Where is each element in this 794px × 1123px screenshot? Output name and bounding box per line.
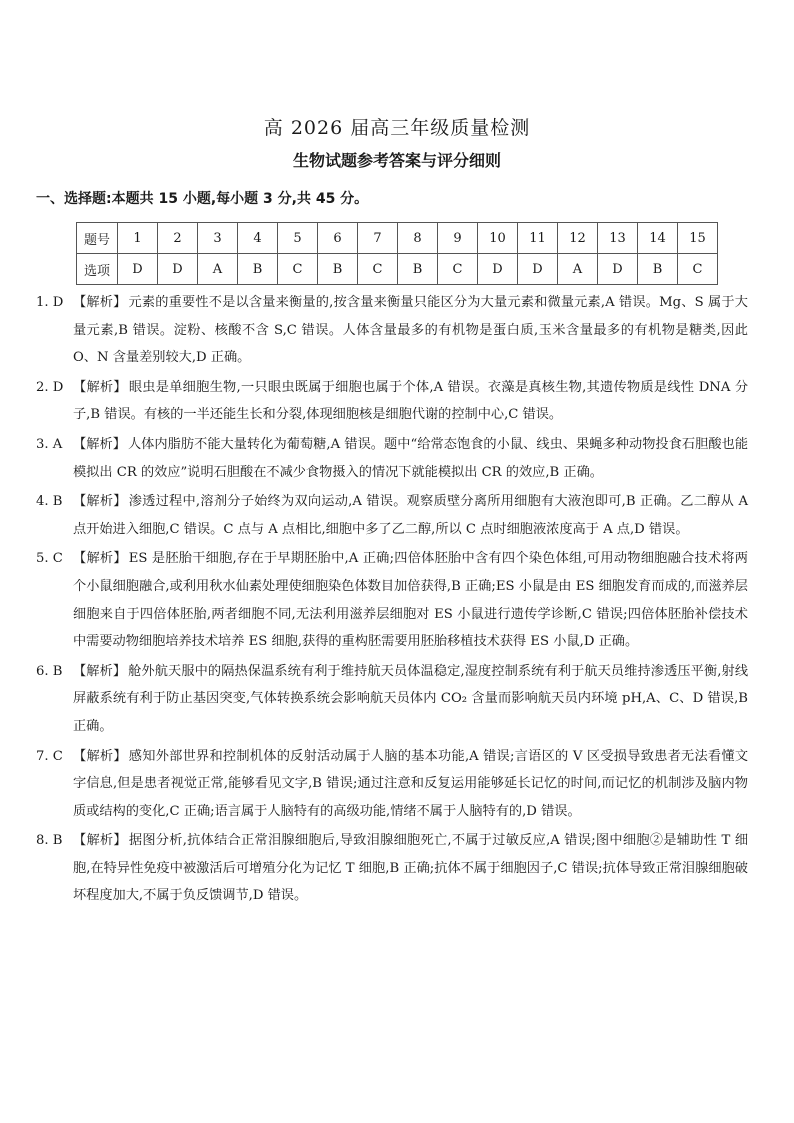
- answer-option: C: [678, 254, 718, 285]
- explanation-item: [36, 827, 748, 910]
- question-number: 8: [398, 223, 438, 254]
- explanation-text: 感知外部世界和控制机体的反射活动属于人脑的基本功能,A 错误;言语区的 V 区受损导致患者无法看懂文字信息,但是患者视觉正常,能够看见文字,B 错误;通过注意和反复运用能够延长记忆的时间,而记忆的机制涉及脑内物质或结构的变化,C 正确;语言属于人脑特有的高级功能,情绪不属于人脑特有的,D 错误。: [73, 748, 749, 819]
- analysis-tag: 【解析】: [73, 436, 126, 452]
- explanation-item: [36, 488, 748, 543]
- answer-table: [76, 222, 718, 285]
- answer-option: D: [158, 254, 198, 285]
- explanation-number: 5. C: [36, 551, 63, 567]
- explanation-number: 8. B: [36, 833, 63, 849]
- answer-option: B: [238, 254, 278, 285]
- explanation-item: [36, 545, 748, 655]
- answer-option: D: [598, 254, 638, 285]
- question-number: 2: [158, 223, 198, 254]
- question-number: 3: [198, 223, 238, 254]
- question-number: 15: [678, 223, 718, 254]
- explanation-body: [73, 488, 748, 543]
- answer-option: D: [518, 254, 558, 285]
- explanation-item: [36, 743, 748, 826]
- explanations-list: [36, 289, 748, 910]
- explanation-item: [36, 658, 748, 741]
- answer-option: B: [318, 254, 358, 285]
- analysis-tag: 【解析】: [73, 379, 127, 395]
- question-number: 13: [598, 223, 638, 254]
- question-number: 10: [478, 223, 518, 254]
- answer-option: C: [278, 254, 318, 285]
- explanation-text: 眼虫是单细胞生物,一只眼虫既属于细胞也属于个体,A 错误。衣藻是真核生物,其遗传物质是线性 DNA 分子,B 错误。有核的一半还能生长和分裂,体现细胞核是细胞代谢的控制中心,C 错误。: [73, 379, 749, 423]
- answer-option: B: [638, 254, 678, 285]
- question-number: 6: [318, 223, 358, 254]
- explanation-item: [36, 374, 748, 429]
- question-number: 14: [638, 223, 678, 254]
- explanation-text: 据图分析,抗体结合正常泪腺细胞后,导致泪腺细胞死亡,不属于过敏反应,A 错误;图中细胞②是辅助性 T 细胞,在特异性免疫中被激活后可增殖分化为记忆 T 细胞,B 正确;抗体不属于细胞因子,C 错误;抗体导致正常泪腺细胞破坏程度加大,不属于负反馈调节,D 错误。: [73, 833, 749, 904]
- analysis-tag: 【解析】: [73, 295, 127, 310]
- question-number: 5: [278, 223, 318, 254]
- explanation-number: 4. B: [36, 494, 63, 510]
- analysis-tag: 【解析】: [73, 833, 127, 849]
- question-number: 7: [358, 223, 398, 254]
- question-number: 9: [438, 223, 478, 254]
- analysis-tag: 【解析】: [73, 663, 127, 679]
- answer-option: A: [198, 254, 238, 285]
- explanation-text: 渗透过程中,溶剂分子始终为双向运动,A 错误。观察质壁分离所用细胞有大液泡即可,B 正确。乙二醇从 A 点开始进入细胞,C 错误。C 点与 A 点相比,细胞中多了乙二醇,所以 C 点时细胞液浓度高于 A 点,D 错误。: [73, 494, 748, 537]
- section-heading: 一、选择题:本题共 15 小题,每小题 3 分,共 45 分。: [36, 191, 369, 207]
- explanation-body: [73, 374, 748, 429]
- explanation-number: 1. D: [36, 295, 64, 310]
- page-subtitle: 生物试题参考答案与评分细则: [292, 151, 501, 170]
- question-number-row: [77, 223, 718, 254]
- question-number: 11: [518, 223, 558, 254]
- question-number: 1: [118, 223, 158, 254]
- answer-option: D: [478, 254, 518, 285]
- explanation-body: [73, 431, 748, 486]
- explanation-body: [73, 658, 748, 741]
- explanation-number: 2. D: [36, 379, 64, 395]
- page-title: 高 2026 届高三年级质量检测: [263, 117, 531, 139]
- answer-option: D: [118, 254, 158, 285]
- explanation-text: 元素的重要性不是以含量来衡量的,按含量来衡量只能区分为大量元素和微量元素,A 错误。Mg、S 属于大量元素,B 错误。淀粉、核酸不含 S,C 错误。人体含量最多的有机物是蛋白质,玉米含量最多的有机物是糖类,因此 O、N 含量差别较大,D 正确。: [73, 295, 748, 366]
- analysis-tag: 【解析】: [73, 748, 127, 764]
- explanation-body: [73, 545, 748, 655]
- explanation-number: 7. C: [36, 748, 63, 764]
- question-number: 4: [238, 223, 278, 254]
- answer-option: A: [558, 254, 598, 285]
- answer-option: B: [398, 254, 438, 285]
- analysis-tag: 【解析】: [73, 551, 127, 567]
- answer-option-row: [77, 254, 718, 285]
- explanation-text: ES 是胚胎干细胞,存在于早期胚胎中,A 正确;四倍体胚胎中含有四个染色体组,可用动物细胞融合技术将两个小鼠细胞融合,或利用秋水仙素处理使细胞染色体数目加倍获得,B 正确;ES 小鼠是由 ES 细胞发育而成的,而滋养层细胞来自于四倍体胚胎,两者细胞不同,无法利用滋养层细胞对 ES 小鼠进行遗传学诊断,C 错误;四倍体胚胎补偿技术中需要动物细胞培养技术培养 ES 细胞,获得的重构胚需要用胚胎移植技术获得 ES 小鼠,D 正确。: [73, 551, 748, 650]
- answer-option: C: [358, 254, 398, 285]
- analysis-tag: 【解析】: [73, 494, 127, 510]
- explanation-text: 人体内脂肪不能大量转化为葡萄糖,A 错误。题中“给常态饱食的小鼠、线虫、果蝇多种动物投食石胆酸也能模拟出 CR 的效应”说明石胆酸在不减少食物摄入的情况下就能模拟出 CR 的效应,B 正确。: [73, 436, 749, 480]
- explanation-body: [73, 827, 748, 910]
- explanation-item: [36, 431, 748, 486]
- row-label-numbers: 题号: [77, 223, 118, 254]
- row-label-options: 选项: [77, 254, 118, 285]
- explanation-text: 舱外航天服中的隔热保温系统有利于维持航天员体温稳定,湿度控制系统有利于航天员维持渗透压平衡,射线屏蔽系统有利于防止基因突变,气体转换系统会影响航天员体内 CO₂ 含量而影响航天员内环境 pH,A、C、D 错误,B 正确。: [73, 663, 749, 734]
- question-number: 12: [558, 223, 598, 254]
- explanation-number: 3. A: [36, 436, 63, 452]
- explanation-body: [73, 289, 748, 372]
- explanation-item: [36, 289, 748, 372]
- explanation-body: [73, 743, 748, 826]
- answer-option: C: [438, 254, 478, 285]
- explanation-number: 6. B: [36, 663, 63, 679]
